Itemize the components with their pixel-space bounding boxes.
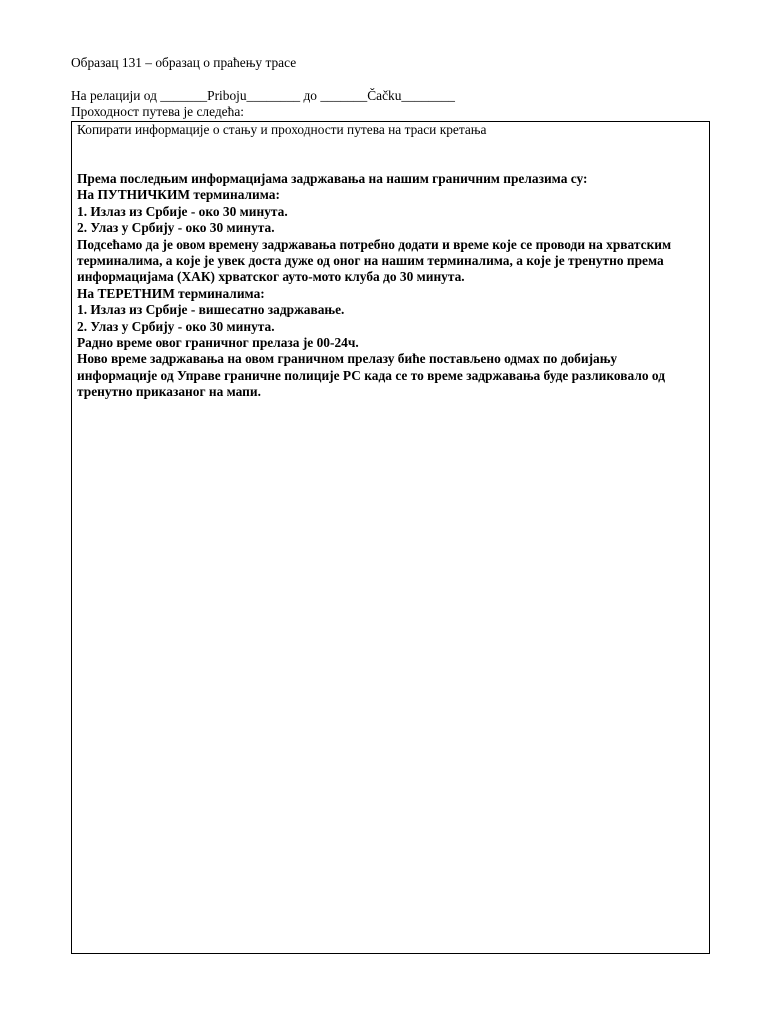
info-line: Ново време задржавања на овом граничном прелазу биће постављено одмах по добијању bbox=[77, 351, 618, 367]
info-line: терминалима, а које је увек доста дуже од оног на нашим терминалима, а које је тренутно према bbox=[77, 253, 664, 269]
info-line: 2. Улаз у Србију - око 30 минута. bbox=[77, 318, 275, 334]
passability-label: Проходност путева је следећа: bbox=[71, 104, 244, 119]
info-line: информације од Управе граничне полиције РС када се то време задржавања буде разликовало од bbox=[77, 367, 665, 383]
info-line: На ПУТНИЧКИМ терминалима: bbox=[77, 187, 280, 203]
road-info-box bbox=[71, 121, 710, 954]
info-line: информацијама (ХАК) хрватског ауто-мото клуба до 30 минута. bbox=[77, 269, 465, 285]
info-line: 2. Улаз у Србију - око 30 минута. bbox=[77, 220, 275, 236]
route-line: На релацији од _______Priboju________ до _______Čačku________ bbox=[71, 88, 455, 103]
form-title: Образац 131 – образац о праћењу трасе bbox=[71, 55, 297, 70]
info-line: Подсећамо да је овом времену задржавања потребно додати и време које се проводи на хрватским bbox=[77, 236, 672, 252]
info-line: Према последњим информацијама задржавања на нашим граничним прелазима су: bbox=[77, 171, 588, 186]
info-line: На ТЕРЕТНИМ терминалима: bbox=[77, 285, 265, 301]
info-line: 1. Излаз из Србије - око 30 минута. bbox=[77, 203, 288, 219]
info-line: 1. Излаз из Србије - вишесатно задржавање. bbox=[77, 302, 345, 318]
info-line: тренутно приказаног на мапи. bbox=[77, 384, 261, 400]
info-line: Радно време овог граничног прелаза је 00-24ч. bbox=[77, 335, 359, 351]
border-info-text bbox=[77, 171, 704, 401]
box-intro: Копирати информације о стању и проходности путева на траси кретања bbox=[77, 122, 487, 137]
